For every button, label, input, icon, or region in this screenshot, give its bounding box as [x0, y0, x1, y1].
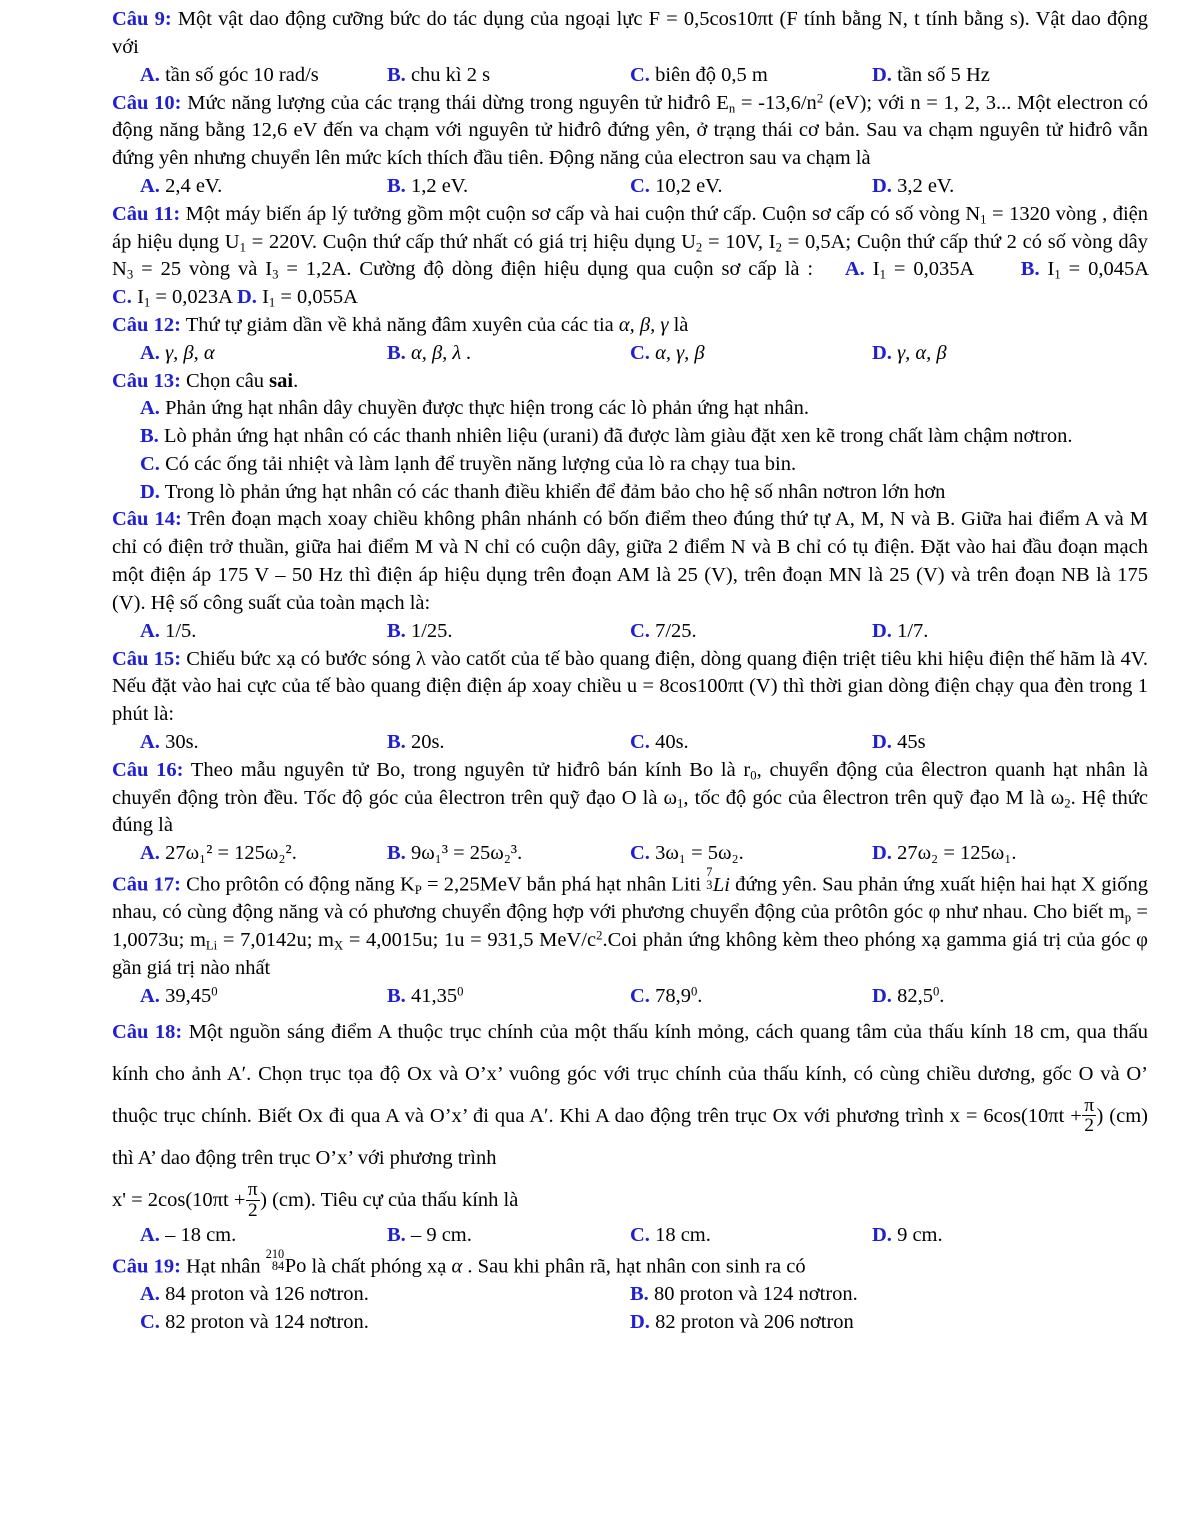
question-10-stem-c: (eV); với n = 1, 2, 3... Một electron có động năng bằng 12,6 eV đến va chạm với nguyên tử hiđrô đứng yên, ở trạng thái cơ bản. Sau va chạm nguyên tử hiđrô vẫn đứng yên nhưng chuyển lên mức kích thích đầu tiên. Động năng của electron sau va chạm là	[112, 91, 1149, 170]
option-18-a[interactable]: A. – 18 cm.	[140, 1223, 237, 1246]
question-14-stem: Trên đoạn mạch xoay chiều không phân nhánh có bốn điểm theo đúng thứ tự A, M, N và B. Giữa hai điểm A và M chỉ có điện trở thuần, giữa hai điểm M và N chỉ có cuộn dây, giữa 2 điểm N và B chỉ có tụ điện. Đặt vào hai đầu đoạn mạch một điện áp 175 V – 50 Hz thì điện áp hiệu dụng trên đoạn AM là 25 (V), trên đoạn MN là 25 (V) và trên đoạn NB là 175 (V). Hệ số công suất của toàn mạch là:	[112, 508, 1148, 614]
option-19-b[interactable]: B. 80 proton và 124 nơtron.	[630, 1282, 858, 1305]
isotope-lithium: 7 3 Li	[706, 865, 730, 896]
option-14-d[interactable]: D. 1/7.	[872, 619, 929, 642]
question-19-greek-alpha: α	[451, 1255, 463, 1278]
question-9-label: Câu 9:	[112, 8, 172, 30]
option-19-a[interactable]: A. 84 proton và 126 nơtron.	[140, 1282, 369, 1305]
option-17-b[interactable]: B. 41,35$^0$	[387, 984, 464, 1007]
question-13: Câu 13: Chọn câu sai.	[112, 369, 299, 392]
question-16-options	[112, 840, 1148, 868]
option-10-b[interactable]: B. 1,2 eV.	[387, 174, 469, 197]
question-19-options-row-2	[112, 1309, 1148, 1337]
option-14-b[interactable]: B. 1/25.	[387, 619, 453, 642]
option-13-c[interactable]: C. Có các ống tải nhiệt và làm lạnh để truyền năng lượng của lò ra chạy tua bin.	[140, 452, 797, 475]
question-12-greek: α, β, γ	[618, 313, 669, 336]
question-11-label: Câu 11:	[112, 202, 181, 225]
option-9-b[interactable]: B. chu kì 2 s	[387, 63, 491, 86]
question-15-stem: Chiếu bức xạ có bước sóng λ vào catốt của tế bào quang điện, dòng quang điện triệt tiêu khi hiệu điện thế hãm là 4V. Nếu đặt vào hai cực của tế bào quang điện điện áp xoay chiều u = 8cos100πt (V) thì thời gian dòng điện chạy qua đèn trong 1 phút là:	[112, 647, 1148, 726]
question-18-options	[112, 1222, 1148, 1250]
equation-18-xprime: x' = 2cos(10πt + $\frac{\pi}{2}$ ) (cm). Tiêu cự của thấu kính là	[112, 1179, 519, 1221]
option-13-a[interactable]: A. Phản ứng hạt nhân dây chuyền được thực hiện trong các lò phản ứng hạt nhân.	[140, 397, 809, 420]
option-15-c[interactable]: C. 40s.	[630, 730, 689, 753]
option-11-b[interactable]: B. $I_1 = 0,045A$	[1020, 258, 1148, 282]
option-17-c[interactable]: C. 78,9$^0$.	[630, 984, 703, 1007]
question-15	[112, 646, 1148, 729]
question-14-options	[112, 618, 1148, 646]
option-13-b[interactable]: B. Lò phản ứng hạt nhân có các thanh nhiên liệu (urani) đã được làm giàu đặt xen kẽ trong chất làm chậm nơtron.	[140, 425, 1073, 448]
option-15-b[interactable]: B. 20s.	[387, 730, 445, 753]
option-12-b[interactable]: B. α, β, λ .	[387, 341, 472, 364]
question-19: Câu 19: Hạt nhân 210 84 Po là chất phóng xạ α . Sau khi phân rã, hạt nhân con sinh ra có	[112, 1246, 806, 1278]
question-11: Câu 11: Một máy biến áp lý tưởng gồm một cuộn sơ cấp và hai cuộn thứ cấp. Cuộn sơ cấp có số vòng $N_1 = 1320$ vòng , điện áp hiệu dụng $U_1 = 220V$. Cuộn thứ cấp thứ nhất có giá trị hiệu dụng $U_2 = 10V$, $I_2 = 0,5A$; Cuộn thứ cấp thứ 2 có số vòng dây $N_3 = 25$ vòng và $I_3 = 1,2A$. Cường độ dòng điện hiệu dụng qua cuộn sơ cấp là : A. $I_1 = 0,035A$ B. $I_1 = 0,045A$ C. $I_1 = 0,023A$ D. $I_1 = 0,055A$	[112, 202, 1148, 310]
question-10-label: Câu 10:	[112, 91, 182, 114]
question-14-label: Câu 14:	[112, 508, 182, 531]
exam-body	[112, 6, 1148, 1337]
option-9-a[interactable]: A. tần số góc 10 rad/s	[140, 63, 319, 86]
option-19-c[interactable]: C. 82 proton và 124 nơtron.	[140, 1310, 369, 1333]
option-12-a[interactable]: A. γ, β, α	[140, 341, 215, 364]
option-10-d[interactable]: D. 3,2 eV.	[872, 174, 955, 197]
question-15-options	[112, 729, 1148, 757]
option-16-c[interactable]: C. 3ω₁ = 5ω₂.	[630, 842, 744, 865]
option-9-c[interactable]: C. biên độ 0,5 m	[630, 63, 768, 86]
option-19-d[interactable]: D. 82 proton và 206 nơtron	[630, 1310, 854, 1333]
isotope-polonium: 210 84 Po	[265, 1246, 307, 1278]
option-17-a[interactable]: A. 39,45$^0$	[140, 984, 218, 1007]
option-18-d[interactable]: D. 9 cm.	[872, 1223, 943, 1246]
question-10-sub-n: n	[728, 101, 736, 116]
option-18-b[interactable]: B. – 9 cm.	[387, 1223, 472, 1246]
question-17: Câu 17: Cho prôtôn có động năng $K_P = 2,25MeV$ bắn phá hạt nhân Liti 7 3 Li đứng yên. Sau phản ứng xuất hiện hai hạt X giống nhau, có cùng động năng và có phương chuyển động hợp với phương chuyển động của prôtôn góc φ như nhau. Cho biết $m_p = 1,0073u$; $m_{Li} = 7,0142u$; $m_X = 4,0015u$; 1u = 931,5 MeV/$c^2.Coi$ phản ứng không kèm theo phóng xạ gamma giá trị của góc φ gần giá trị nào nhất	[112, 865, 1148, 979]
question-18-label: Câu 18:	[112, 1020, 183, 1043]
option-16-b[interactable]: B. 9ω₁³ = 25ω₂³.	[387, 842, 523, 865]
question-13-keyword: sai	[269, 369, 294, 392]
option-15-a[interactable]: A. 30s.	[140, 730, 199, 753]
option-14-c[interactable]: C. 7/25.	[630, 619, 697, 642]
option-11-a[interactable]: A. $I_1 = 0,035A$	[844, 258, 974, 282]
option-12-d[interactable]: D. γ, α, β	[872, 341, 947, 364]
question-19-label: Câu 19:	[112, 1255, 181, 1278]
option-16-d[interactable]: D. 27ω₂ = 125ω₁.	[872, 842, 1017, 865]
question-10-stem-b: = -13,6/n	[735, 91, 817, 114]
option-14-a[interactable]: A. 1/5.	[140, 619, 197, 642]
option-17-d[interactable]: D. 82,5$^0$.	[872, 984, 945, 1007]
equation-18-xprime-line	[112, 1179, 1148, 1221]
question-10-options	[112, 173, 1148, 201]
question-12-options	[112, 340, 1148, 368]
question-17-label: Câu 17:	[112, 873, 181, 896]
question-19-options-row-1	[112, 1281, 1148, 1309]
equation-18-x: x = 6cos(10πt + $\frac{\pi}{2}$ ) (cm)	[949, 1094, 1148, 1137]
question-16: Câu 16: Theo mẫu nguyên tử Bo, trong nguyên tử hiđrô bán kính Bo là $r_0$, chuyển động của êlectron quanh hạt nhân là chuyển động tròn đều. Tốc độ góc của êlectron trên quỹ đạo O là $\omega_1$, tốc độ góc của êlectron trên quỹ đạo M là $\omega_2$. Hệ thức đúng là	[112, 758, 1148, 837]
question-16-label: Câu 16:	[112, 758, 184, 781]
question-10	[112, 90, 1148, 173]
question-17-options	[112, 983, 1148, 1011]
question-10-sup-2: 2	[816, 90, 824, 105]
option-16-a[interactable]: A. 27ω₁² = 125ω₂².	[140, 842, 297, 865]
question-12-label: Câu 12:	[112, 313, 181, 336]
option-18-c[interactable]: C. 18 cm.	[630, 1223, 711, 1246]
option-13-d[interactable]: D. Trong lò phản ứng hạt nhân có các thanh điều khiển để đảm bảo cho hệ số nhân nơtron lớn hơn	[140, 480, 946, 503]
question-15-label: Câu 15:	[112, 647, 182, 670]
question-9-stem: Một vật dao động cưỡng bức do tác dụng của ngoại lực F = 0,5cos10πt (F tính bằng N, t tính bằng s). Vật dao động với	[112, 8, 1148, 58]
option-15-d[interactable]: D. 45s	[872, 730, 926, 753]
option-10-a[interactable]: A. 2,4 eV.	[140, 174, 223, 197]
question-12: Câu 12: Thứ tự giảm dần về khả năng đâm xuyên của các tia α, β, γ là	[112, 313, 689, 336]
question-13-label: Câu 13:	[112, 369, 181, 392]
option-12-c[interactable]: C. α, γ, β	[630, 341, 705, 364]
question-9-options	[112, 62, 1148, 90]
option-10-c[interactable]: C. 10,2 eV.	[630, 174, 723, 197]
question-14	[112, 506, 1148, 617]
option-9-d[interactable]: D. tần số 5 Hz	[872, 63, 990, 86]
question-10-stem-a: Mức năng lượng của các trạng thái dừng trong nguyên tử hiđrô E	[187, 91, 729, 114]
option-11-d[interactable]: D. $I_1 = 0,055A$	[237, 286, 358, 310]
option-11-c[interactable]: C. $I_1 = 0,023A$	[112, 286, 232, 310]
question-9	[112, 6, 1148, 62]
question-18: Câu 18: Một nguồn sáng điểm A thuộc trục chính của một thấu kính mỏng, cách quang tâm của thấu kính 18 cm, qua thấu kính cho ảnh Aʹ. Chọn trục tọa độ Ox và O’x’ vuông góc với trục chính của thấu kính, có cùng chiều dương, gốc O và O’ thuộc trục chính. Biết Ox đi qua A và O’x’ đi qua Aʹ. Khi A dao động trên trục Ox với phương trình x = 6cos(10πt + $\frac{\pi}{2}$ ) (cm) thì A’ dao động trên trục O’x’ với phương trình	[112, 1020, 1148, 1170]
